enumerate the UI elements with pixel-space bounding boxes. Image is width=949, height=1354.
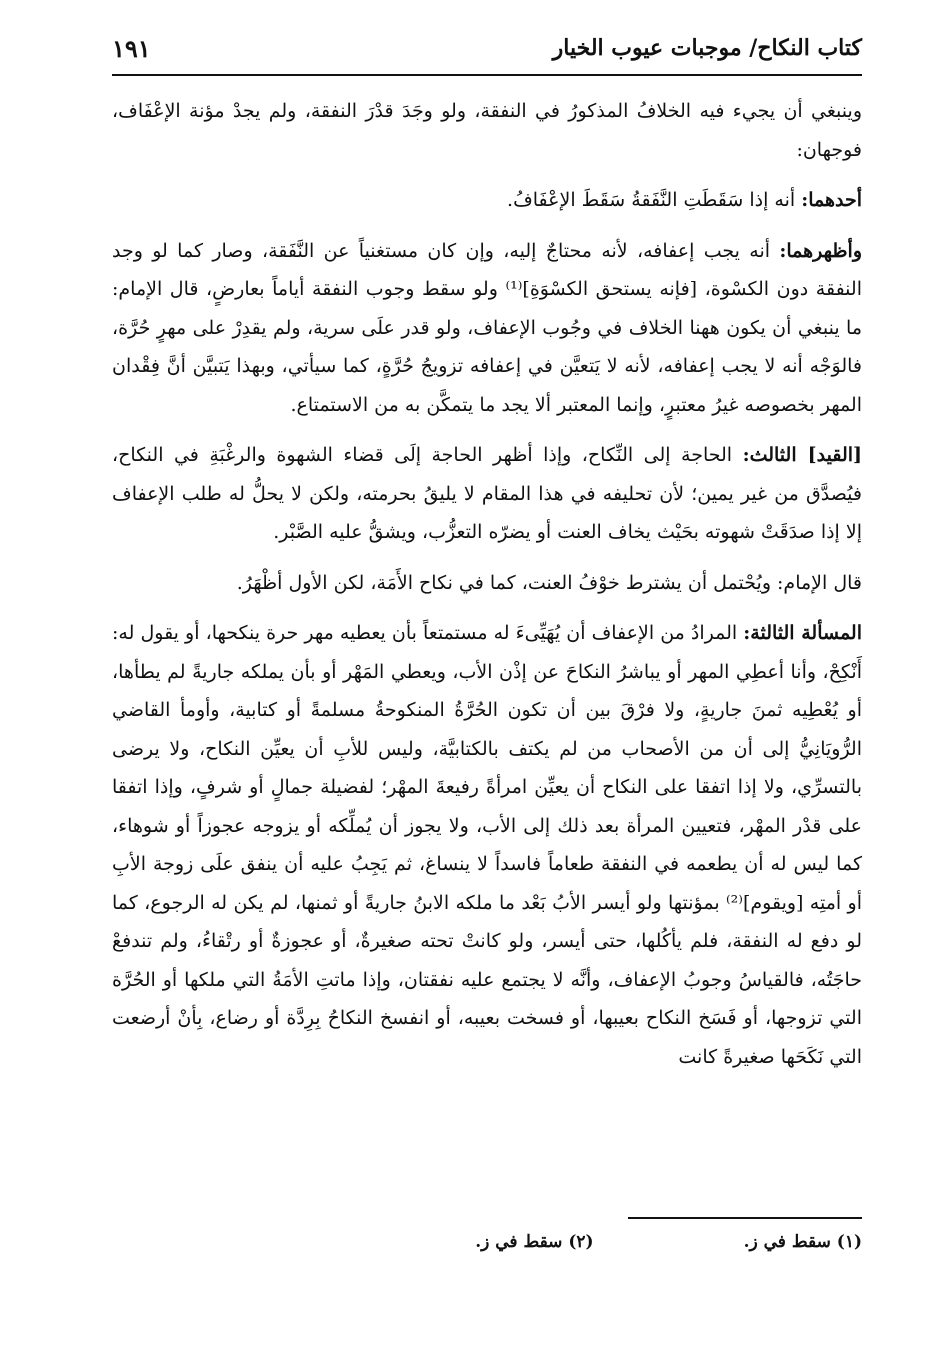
paragraph-lead: المسألة الثالثة:: [743, 622, 862, 644]
footnote-item: [475, 1232, 593, 1252]
paragraph: [112, 232, 862, 425]
footnote-item: [744, 1232, 862, 1252]
main-text: [112, 92, 862, 1088]
paragraph-lead: [القيد] الثالث:: [742, 444, 863, 466]
paragraph: [112, 181, 862, 220]
paragraph-text: الحاجة إلى النِّكاح، وإذا أظهر الحاجة إلَى قضاء الشهوة والرغْبَةِ في النكاح، فيُصدَّق من غير يمين؛ لأن تحليفه في هذا المقام لا يليقُ بحرمته، ولكن لا يحلُّ له طلب الإعفاف إلا إذا صدَقَتْ شهوته بحَيْث يخاف العنت أو يضرّه التعزُّب، ويشقُّ عليه الصَّبْر.: [112, 444, 862, 543]
footnote-divider: [628, 1217, 862, 1219]
paragraph-text: قال الإمام: ويُحْتمل أن يشترط خوْفُ العنت، كما في نكاح الأَمَة، لكن الأول أظْهَرُ.: [236, 571, 862, 594]
paragraph: [112, 92, 862, 169]
paragraph: [112, 614, 862, 1076]
footnote-mark: (١): [836, 1232, 862, 1252]
paragraph-lead: أحدهما:: [801, 189, 862, 211]
footnotes: [112, 1232, 862, 1252]
paragraph-text: وينبغي أن يجيء فيه الخلافُ المذكورُ في النفقة، ولو وجَدَ قدْرَ النفقة، ولم يجدْ مؤنة الإعْفَاف، فوجهان:: [112, 100, 862, 161]
running-title: كتاب النكاح/ موجبات عيوب الخيار: [552, 35, 862, 61]
footnote-mark: (٢): [568, 1232, 594, 1252]
paragraph-text: أنه إذا سَقَطَتِ النَّفَقةُ سَقَطَ الإعْفَافُ.: [507, 189, 802, 211]
paragraph: [112, 564, 862, 603]
page-header: [112, 22, 862, 76]
paragraph-text: أنه يجب إعفافه، لأنه محتاجٌ إليه، وإن كان مستغنياً عن النَّفَقة، وصار كما لو وجد النفقة دون الكسْوة، [فإنه يستحق الكسْوَةِ]⁽¹⁾ ولو سقط وجوب النفقة أياماً بعارضٍ، قال الإمام: ما ينبغي أن يكون ههنا الخلاف في وجُوب الإعفاف، ولو قدر علَى سرية، ولم يقدِرْ على مهرٍ حُرَّة، فالوَجْه أنه لا يجب إعفافه، لأنه لا يَتعيَّن في إعفافه تزويجُ حُرَّةٍ، كما سيأتي، وبهذا يَتبيَّن أنَّ فِقْدان المهر بخصوصه غيرُ معتبرٍ، وإنما المعتبر ألا يجد ما يتمكَّن به من الاستمتاع.: [112, 239, 862, 416]
paragraph-lead: وأظهرهما:: [779, 239, 862, 262]
page-number: ١٩١: [112, 33, 151, 63]
paragraph-text: المرادُ من الإعفاف أن يُهَيِّىءَ له مستمتعاً بأن يعطيه مهر حرة ينكحها، أو يقول له: أَنْكِحْ، وأنا أعطِي المهر أو يباشرُ النكاحَ عن إذْن الأب، ويعطي المَهْر أو بأن يملكه جاريةً لم يطأها، أو يُعْطِيه ثمنَ جاريةٍ، ولا فرْقَ بين أن تكون الحُرَّةُ المنكوحةُ مسلمةً أو كتابية، وأومأ القاضي الرُّويَانِيُّ إلى أن من الأصحاب من لم يكتف بالكتابيَّة، وليس للأبِ أن يعيِّن النكاح، ولا يرضى بالتسرِّي، ولا إذا اتفقا على النكاح أن يعيِّن امرأةً رفيعةَ المهْر؛ لفضيلة جمالٍ أو شرفٍ، وإذا اتفقا على قدْر المهْر، فتعيين المرأة بعد ذلك إلى الأب، ولا يجوز أن يُملِّكه أو يزوجه عجوزاً أو شوهاء، كما ليس له أن يطعمه في النفقة طعاماً فاسداً لا ينساغ، ثم يَجِبُ عليه أن ينفق علَى زوجة الأبِ أو أمتِه [ويقوم]⁽²⁾ بمؤنتها ولو أيسر الأبُ بَعْد ما ملكه الابنُ جاريةً أو ثمنها، لم يكن له الرجوع، كما لو دفع له النفقة، فلم يأكُلها، حتى أيسر، ولو كانتْ تحته صغيرةٌ، أو عجوزةٌ أو رتْقاءُ، ولم تندفعْ حاجَتُه، فالقياسُ وجوبُ الإعفاف، وأنَّه لا يجتمع عليه نفقتان، وإذا ماتتِ الأمَةُ التي ملكها أو الحُرَّة التي تزوجها، أو فَسَخ النكاح بعيبها، أو فسخت بعيبه، أو انفسخ النكاحُ بِرِدَّة أو رضاع، بِأنْ أرضعت التي نَكَحَها صغيرةً كانت: [112, 622, 862, 1068]
footnote-text: سقط في ز.: [475, 1232, 563, 1252]
paragraph: [112, 436, 862, 552]
footnote-text: سقط في ز.: [743, 1232, 831, 1252]
